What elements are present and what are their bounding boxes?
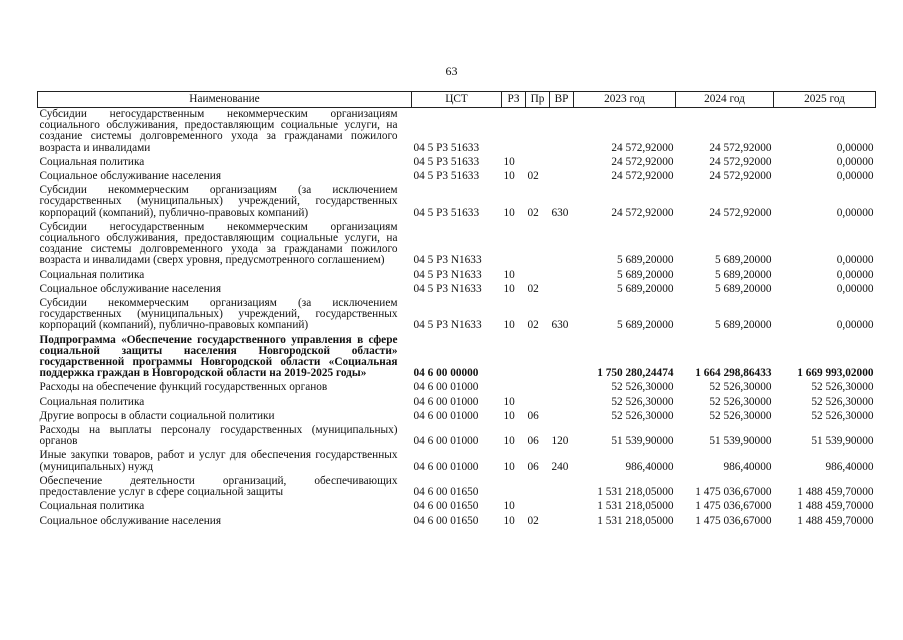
row-vr (550, 381, 574, 395)
row-cst: 04 5 P3 N1633 (413, 254, 482, 267)
row-2024: 986,40000 (723, 460, 772, 473)
row-2024: 5 689,20000 (715, 268, 772, 281)
row-name: Социальное обслуживание населения (39, 514, 222, 527)
row-2025: 0,00000 (836, 170, 874, 183)
header-2024: 2024 год (676, 92, 774, 108)
budget-table (37, 91, 876, 529)
row-rz (502, 475, 526, 500)
row-rz (502, 334, 526, 382)
row-cst: 04 5 P3 N1633 (413, 268, 482, 281)
row-2023: 52 526,30000 (611, 395, 674, 408)
row-pr: 02 (527, 206, 539, 219)
row-2025: 0,00000 (836, 319, 874, 332)
row-cst: 04 6 00 01650 (413, 500, 479, 513)
row-vr (550, 221, 574, 269)
table-row (38, 108, 876, 156)
row-name: Субсидии некоммерческим организациям (за исключением государственных (муниципальных) учреждений, государственных корпораций (компаний), публично-правовых компаний) (39, 184, 398, 219)
row-rz: 10 (503, 435, 515, 448)
row-pr: 02 (527, 319, 539, 332)
table-row (38, 515, 876, 529)
row-2023: 986,40000 (625, 460, 674, 473)
row-2024: 1 475 036,67000 (695, 500, 772, 513)
row-2023: 1 531 218,05000 (597, 514, 674, 527)
header-2023: 2023 год (574, 92, 676, 108)
row-2023: 52 526,30000 (611, 409, 674, 422)
row-2025: 0,00000 (836, 141, 874, 154)
row-pr: 02 (527, 514, 539, 527)
row-name: Иные закупки товаров, работ и услуг для обеспечения государственных (муниципальных) нужд (39, 449, 398, 473)
row-cst: 04 6 00 01000 (413, 381, 479, 394)
row-2023: 24 572,92000 (611, 141, 674, 154)
row-2023: 5 689,20000 (617, 254, 674, 267)
row-cst: 04 6 00 01000 (413, 395, 479, 408)
row-vr (550, 170, 574, 184)
row-rz: 10 (503, 395, 515, 408)
row-2023: 1 750 280,24474 (597, 367, 674, 380)
row-vr (550, 500, 574, 514)
row-cst: 04 5 P3 N1633 (413, 282, 482, 295)
row-2024: 5 689,20000 (715, 254, 772, 267)
row-2023: 1 531 218,05000 (597, 486, 674, 499)
table-row (38, 381, 876, 395)
row-name: Социальная политика (39, 155, 145, 168)
row-pr: 06 (527, 409, 539, 422)
row-rz: 10 (503, 268, 515, 281)
row-rz (502, 221, 526, 269)
row-pr (526, 156, 550, 170)
row-name: Расходы на обеспечение функций государственных органов (39, 381, 328, 394)
row-2025: 1 488 459,70000 (797, 500, 874, 513)
row-2023: 5 689,20000 (617, 319, 674, 332)
row-pr (526, 475, 550, 500)
table-row (38, 475, 876, 500)
row-pr (526, 221, 550, 269)
row-2024: 24 572,92000 (709, 206, 772, 219)
row-2023: 51 539,90000 (611, 435, 674, 448)
row-rz: 10 (503, 170, 515, 183)
row-vr: 630 (551, 319, 569, 332)
table-row (38, 283, 876, 297)
row-vr (550, 475, 574, 500)
header-2025: 2025 год (774, 92, 876, 108)
row-2024: 5 689,20000 (715, 282, 772, 295)
row-cst: 04 5 P3 N1633 (413, 319, 482, 332)
page-number: 63 (445, 64, 458, 78)
row-vr (550, 283, 574, 297)
row-2024: 1 664 298,86433 (695, 367, 772, 380)
row-2023: 24 572,92000 (611, 170, 674, 183)
table-row (38, 184, 876, 221)
row-rz (502, 381, 526, 395)
row-pr (526, 396, 550, 410)
row-rz: 10 (503, 319, 515, 332)
row-name: Социальное обслуживание населения (39, 170, 222, 183)
row-cst: 04 5 P3 51633 (413, 170, 480, 183)
row-name: Социальное обслуживание населения (39, 282, 222, 295)
table-row (38, 449, 876, 474)
row-2024: 24 572,92000 (709, 170, 772, 183)
row-2025: 0,00000 (836, 282, 874, 295)
row-2025: 0,00000 (836, 155, 874, 168)
row-2023: 24 572,92000 (611, 155, 674, 168)
row-2024: 24 572,92000 (709, 141, 772, 154)
row-name: Субсидии негосударственным некоммерческим организациям социального обслуживания, предоставляющим социальные услуги, на создание системы долговременного ухода за гражданами пожилого возраста и инвалидами (сверх уровня, предусмотренного соглашением) (39, 220, 398, 267)
row-name: Социальная политика (39, 395, 145, 408)
row-pr: 02 (527, 170, 539, 183)
row-2023: 5 689,20000 (617, 268, 674, 281)
row-rz: 10 (503, 460, 515, 473)
table-row (38, 500, 876, 514)
row-2025: 51 539,90000 (811, 435, 874, 448)
row-2025: 986,40000 (825, 460, 874, 473)
row-2025: 1 488 459,70000 (797, 486, 874, 499)
table-row (38, 410, 876, 424)
row-pr: 06 (527, 435, 539, 448)
row-cst: 04 6 00 01650 (413, 514, 479, 527)
row-cst: 04 6 00 01650 (413, 486, 479, 499)
row-pr (526, 334, 550, 382)
row-vr (550, 515, 574, 529)
row-vr (550, 396, 574, 410)
table-row (38, 396, 876, 410)
row-rz: 10 (503, 206, 515, 219)
row-cst: 04 6 00 01000 (413, 460, 479, 473)
row-cst: 04 6 00 00000 (413, 367, 479, 380)
header-name: Наименование (38, 92, 412, 108)
row-vr: 240 (551, 460, 569, 473)
row-cst: 04 5 P3 51633 (413, 141, 480, 154)
row-2025: 0,00000 (836, 254, 874, 267)
row-cst: 04 5 P3 51633 (413, 206, 480, 219)
table-row (38, 334, 876, 382)
row-2025: 52 526,30000 (811, 409, 874, 422)
row-rz: 10 (503, 409, 515, 422)
row-cst: 04 5 P3 51633 (413, 155, 480, 168)
row-2023: 24 572,92000 (611, 206, 674, 219)
row-name: Обеспечение деятельности организаций, обеспечивающих предоставление услуг в сфере социальной защиты (39, 474, 398, 499)
row-vr: 630 (551, 206, 569, 219)
row-2025: 52 526,30000 (811, 395, 874, 408)
row-pr (526, 108, 550, 156)
row-rz (502, 108, 526, 156)
row-pr: 06 (527, 460, 539, 473)
table-row (38, 156, 876, 170)
row-2024: 24 572,92000 (709, 155, 772, 168)
table-row (38, 269, 876, 283)
row-2023: 5 689,20000 (617, 282, 674, 295)
table-row (38, 170, 876, 184)
row-pr: 02 (527, 282, 539, 295)
row-2024: 52 526,30000 (709, 409, 772, 422)
row-2024: 1 475 036,67000 (695, 514, 772, 527)
row-cst: 04 6 00 01000 (413, 409, 479, 422)
row-2024: 52 526,30000 (709, 395, 772, 408)
row-2024: 51 539,90000 (709, 435, 772, 448)
header-pr: Пр (526, 92, 550, 108)
row-name: Другие вопросы в области социальной политики (39, 409, 275, 422)
row-name: Субсидии негосударственным некоммерческим организациям социального обслуживания, предоставляющим социальные услуги, на создание системы долговременного ухода за гражданами пожилого возраста и инвалидами (39, 108, 398, 154)
row-vr (550, 269, 574, 283)
header-vr: ВР (550, 92, 574, 108)
row-rz: 10 (503, 155, 515, 168)
row-2025: 0,00000 (836, 206, 874, 219)
row-name: Подпрограмма «Обеспечение государственного управления в сфере социальной защиты населения Новгородской области» государственной программы Новгородской области «Социальная поддержка граждан в Новгородской области на 2019-2025 годы» (39, 333, 398, 380)
table-row (38, 297, 876, 334)
table-body (38, 108, 876, 529)
row-2024: 1 475 036,67000 (695, 486, 772, 499)
table-header (38, 92, 876, 108)
row-rz: 10 (503, 514, 515, 527)
row-name: Социальная политика (39, 268, 145, 281)
header-row (38, 92, 876, 108)
row-vr (550, 108, 574, 156)
row-2025: 1 669 993,02000 (797, 367, 874, 380)
row-name: Социальная политика (39, 500, 145, 513)
header-cst: ЦСТ (412, 92, 502, 108)
row-name: Расходы на выплаты персоналу государственных (муниципальных) органов (39, 424, 398, 448)
table-row (38, 424, 876, 449)
row-vr (550, 334, 574, 382)
row-cst: 04 6 00 01000 (413, 435, 479, 448)
row-vr: 120 (551, 435, 569, 448)
row-pr (526, 500, 550, 514)
row-2023: 52 526,30000 (611, 381, 674, 394)
row-vr (550, 410, 574, 424)
header-rz: РЗ (502, 92, 526, 108)
row-2025: 0,00000 (836, 268, 874, 281)
row-pr (526, 381, 550, 395)
row-vr (550, 156, 574, 170)
table-row (38, 221, 876, 269)
row-name: Субсидии некоммерческим организациям (за исключением государственных (муниципальных) учреждений, государственных корпораций (компаний), публично-правовых компаний) (39, 297, 398, 332)
row-pr (526, 269, 550, 283)
row-2024: 5 689,20000 (715, 319, 772, 332)
row-2024: 52 526,30000 (709, 381, 772, 394)
row-rz: 10 (503, 500, 515, 513)
row-rz: 10 (503, 282, 515, 295)
row-2023: 1 531 218,05000 (597, 500, 674, 513)
row-2025: 52 526,30000 (811, 381, 874, 394)
row-2025: 1 488 459,70000 (797, 514, 874, 527)
